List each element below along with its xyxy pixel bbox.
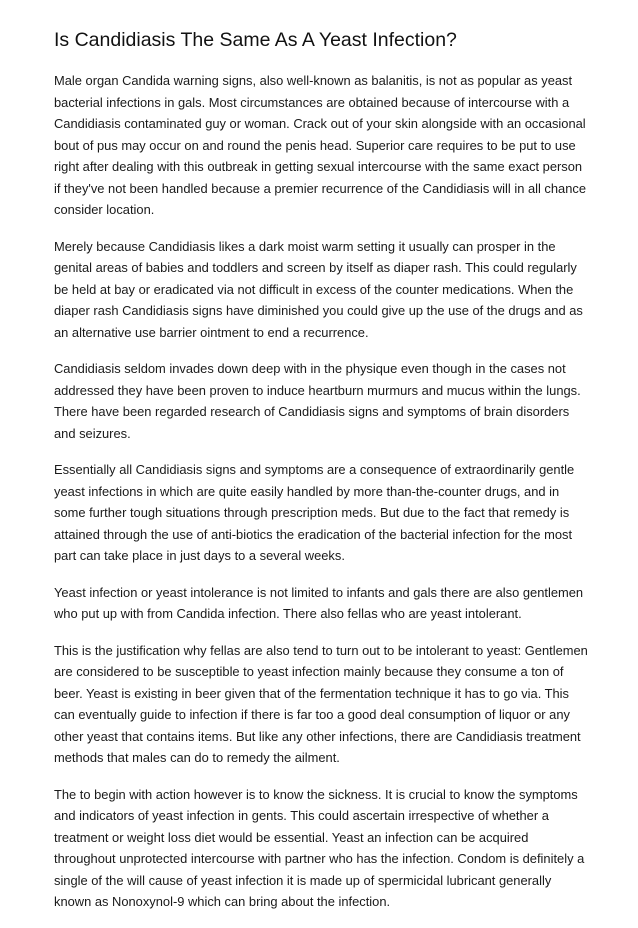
paragraph-3: Candidiasis seldom invades down deep with in the physique even though in the cases not addressed they have been proven to induce heartburn murmurs and mucus within the lungs. There have been regarded research of Candidiasis signs and symptoms of brain disorders and seizures.: [54, 361, 581, 441]
paragraph-5: Yeast infection or yeast intolerance is not limited to infants and gals there are also gentlemen who put up with from Candida infection. There also fellas who are yeast intolerant.: [54, 584, 584, 621]
document-page: [54, 28, 592, 928]
paragraph-6: This is the justification why fellas are also tend to turn out to be intolerant to yeast: Gentlemen are considered to be susceptible to yeast infection mainly because they consume a ton of beer. Yeast is existing in beer given that of the fermentation technique it has to go via. This can eventually guide to infection if there is far too a good deal consumption of liquor or any other yeast that contains items. But like any other infections, there are Candidiasis treatment methods that males can do to remedy the ailment.: [54, 642, 588, 765]
paragraph-4: Essentially all Candidiasis signs and symptoms are a consequence of extraordinarily gentle yeast infections in which are quite easily handled by more than-the-counter drugs, and in some further tough situations through prescription meds. But due to the fact that remedy is attained through the use of anti-biotics the eradication of the bacterial infection for the most part can take place in just days to a several weeks.: [54, 462, 575, 563]
paragraph-2: Merely because Candidiasis likes a dark moist warm setting it usually can prosper in the genital areas of babies and toddlers and screen by itself as diaper rash. This could regularly be held at bay or eradicated via not difficult in excess of the counter medications. When the diaper rash Candidiasis signs have diminished you could give up the use of the drugs and as an alternative use barrier ointment to end a recurrence.: [54, 238, 583, 340]
paragraph-7: The to begin with action however is to know the sickness. It is crucial to know the symptoms and indicators of yeast infection in gents. This could ascertain irrespective of whether a treatment or weight loss diet would be essential. Yeast an infection can be acquired throughout unprotected intercourse with partner who has the infection. Condom is definitely a single of the will cause of yeast infection it is made up of spermicidal lubricant generally known as Nonoxynol-9 which can bring about the infection.: [54, 786, 585, 909]
paragraph-1: Male organ Candida warning signs, also well-known as balanitis, is not as popular as yeast bacterial infections in gals. Most circumstances are obtained because of intercourse with a Candidiasis contaminated guy or woman. Crack out of your skin alongside with an occasional bout of pus may occur on and round the penis head. Superior care requires to be put to use right after dealing with this outbreak in getting sexual intercourse with the same exact person if they've not been handled because a premier recurrence of the Candidiasis will in all chance consider location.: [54, 73, 587, 217]
document-title: Is Candidiasis The Same As A Yeast Infection?: [54, 29, 457, 51]
